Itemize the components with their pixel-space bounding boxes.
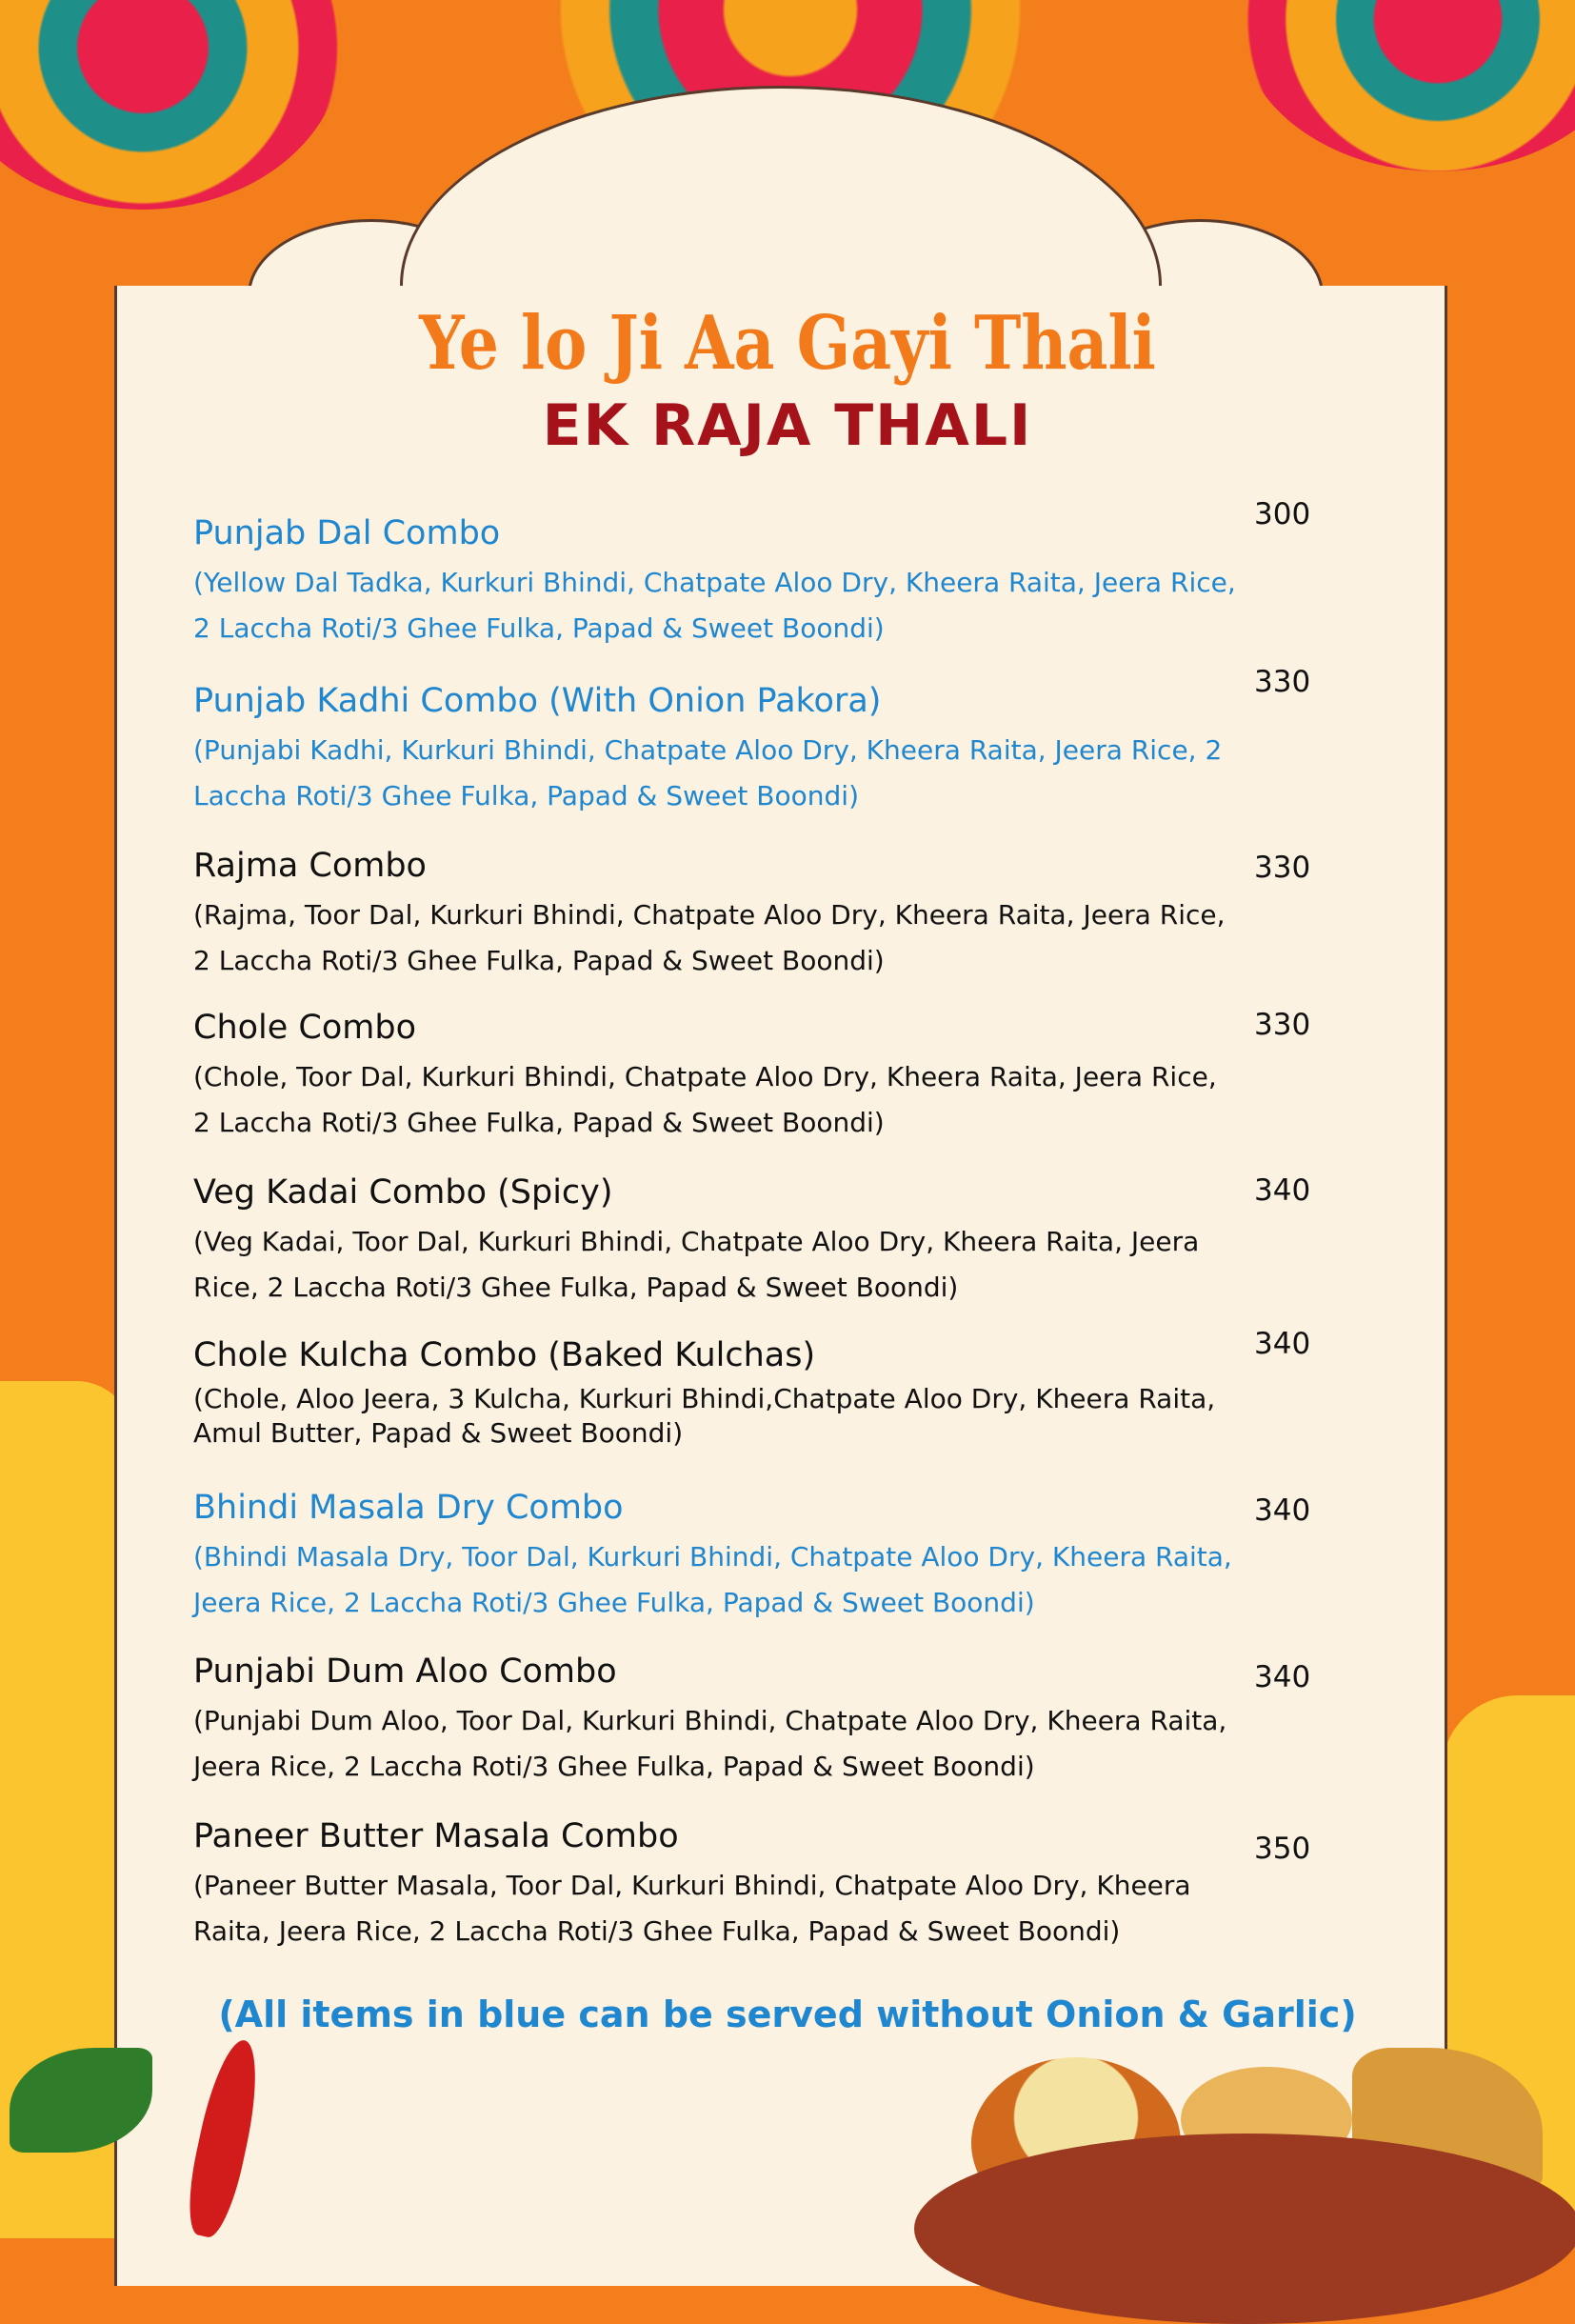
page-subtitle: EK RAJA THALI [542,392,1033,459]
item-description: (Punjabi Dum Aloo, Toor Dal, Kurkuri Bhindi, Chatpate Aloo Dry, Kheera Raita, Jeera Rice, 2 Laccha Roti/3 Ghee Fulka, Papad & Sweet Boondi) [193,1705,1227,1782]
footer-note: (All items in blue can be served without Onion & Garlic) [218,1993,1357,2035]
item-price: 340 [1254,1327,1311,1361]
item-description: (Yellow Dal Tadka, Kurkuri Bhindi, Chatpate Aloo Dry, Kheera Raita, Jeera Rice, 2 Laccha Roti/3 Ghee Fulka, Papad & Sweet Boondi) [193,567,1236,644]
item-name: Veg Kadai Combo (Spicy) [193,1173,613,1212]
item-name: Paneer Butter Masala Combo [193,1817,679,1855]
mandala-decoration-left [0,0,343,210]
menu-item [193,1009,1336,1146]
menu-item [193,1653,1336,1790]
item-price: 300 [1254,497,1311,531]
mandala-decoration-right [1238,0,1575,171]
item-name: Rajma Combo [193,847,427,885]
menu-item [193,1336,1336,1451]
item-price: 340 [1254,1493,1311,1528]
item-price: 340 [1254,1660,1311,1694]
item-description: (Chole, Toor Dal, Kurkuri Bhindi, Chatpate Aloo Dry, Kheera Raita, Jeera Rice, 2 Laccha Roti/3 Ghee Fulka, Papad & Sweet Boondi) [193,1061,1217,1138]
menu-item [193,1489,1336,1626]
item-description: (Punjabi Kadhi, Kurkuri Bhindi, Chatpate Aloo Dry, Kheera Raita, Jeera Rice, 2 Laccha Roti/3 Ghee Fulka, Papad & Sweet Boondi) [193,734,1223,811]
item-price: 330 [1254,665,1311,699]
item-name: Chole Kulcha Combo (Baked Kulchas) [193,1336,816,1374]
menu-item [193,1817,1336,1954]
item-description: (Veg Kadai, Toor Dal, Kurkuri Bhindi, Chatpate Aloo Dry, Kheera Raita, Jeera Rice, 2 Laccha Roti/3 Ghee Fulka, Papad & Sweet Boondi) [193,1226,1200,1303]
menu-item [193,1173,1336,1311]
item-description: (Paneer Butter Masala, Toor Dal, Kurkuri Bhindi, Chatpate Aloo Dry, Kheera Raita, Jeera Rice, 2 Laccha Roti/3 Ghee Fulka, Papad & Sweet Boondi) [193,1870,1191,1947]
item-description: (Chole, Aloo Jeera, 3 Kulcha, Kurkuri Bhindi,Chatpate Aloo Dry, Kheera Raita, Amul Butter, Papad & Sweet Boondi) [193,1383,1216,1449]
item-name: Punjab Kadhi Combo (With Onion Pakora) [193,682,882,720]
item-name: Chole Combo [193,1009,416,1047]
item-price: 330 [1254,1008,1311,1042]
page-title: Ye lo Ji Aa Gayi Thali [419,300,1156,387]
menu-item [193,514,1336,651]
item-price: 330 [1254,851,1311,885]
plate-icon [914,2134,1575,2324]
item-name: Punjabi Dum Aloo Combo [193,1653,617,1691]
item-price: 340 [1254,1173,1311,1208]
item-description: (Rajma, Toor Dal, Kurkuri Bhindi, Chatpate Aloo Dry, Kheera Raita, Jeera Rice, 2 Laccha Roti/3 Ghee Fulka, Papad & Sweet Boondi) [193,899,1226,976]
item-name: Punjab Dal Combo [193,514,501,552]
item-description: (Bhindi Masala Dry, Toor Dal, Kurkuri Bhindi, Chatpate Aloo Dry, Kheera Raita, Jeera Rice, 2 Laccha Roti/3 Ghee Fulka, Papad & Sweet Boondi) [193,1541,1232,1618]
item-name: Bhindi Masala Dry Combo [193,1489,624,1527]
item-price: 350 [1254,1832,1311,1866]
menu-item [193,682,1336,819]
menu-item [193,847,1336,984]
